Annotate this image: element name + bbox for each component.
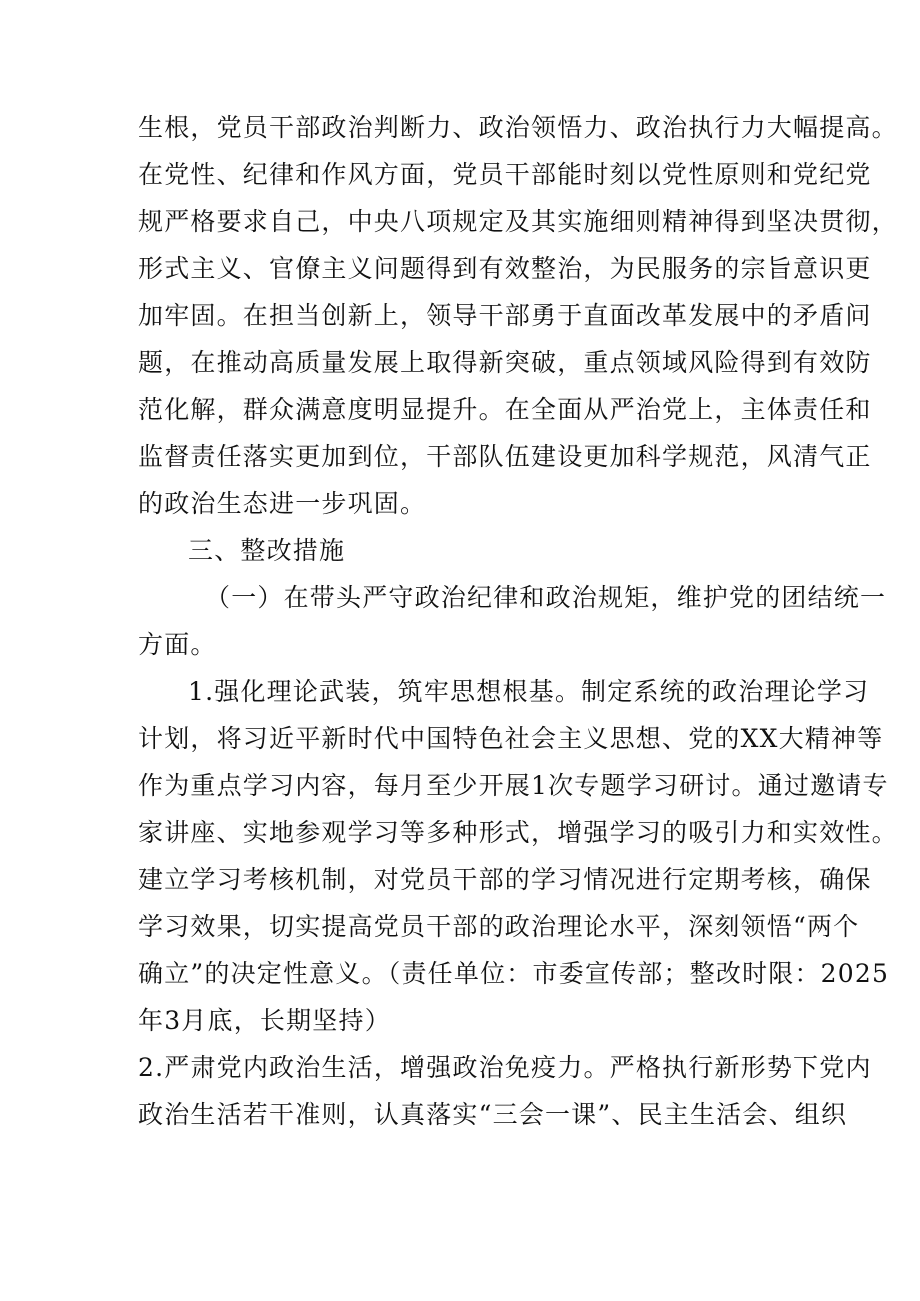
item-2-line: 政治生活若干准则，认真落实“三会一课”、民主生活会、组织 (138, 1100, 848, 1129)
paragraph-line: 监督责任落实更加到位，干部队伍建设更加科学规范，风清气正 (138, 442, 872, 471)
item-1-line: 年3月底，长期坚持） (138, 1006, 391, 1035)
item-2-line: 2.严肃党内政治生活，增强政治免疫力。严格执行新形势下党内 (138, 1053, 872, 1082)
paragraph-line: 在党性、纪律和作风方面，党员干部能时刻以党性原则和党纪党 (138, 160, 872, 189)
paragraph-line: 题，在推动高质量发展上取得新突破，重点领域风险得到有效防 (138, 348, 872, 377)
paragraph-line: 加牢固。在担当创新上，领导干部勇于直面改革发展中的矛盾问 (138, 301, 872, 330)
paragraph-line: 形式主义、官僚主义问题得到有效整治，为民服务的宗旨意识更 (138, 254, 872, 283)
paragraph-line: 生根，党员干部政治判断力、政治领悟力、政治执行力大幅提高。 (138, 113, 898, 142)
item-1-line: 作为重点学习内容，每月至少开展1次专题学习研讨。通过邀请专 (138, 771, 889, 800)
item-1-line: 学习效果，切实提高党员干部的政治理论水平，深刻领悟“两个 (138, 912, 860, 941)
subsection-heading: （一）在带头严守政治纪律和政治规矩，维护党的团结统一 (205, 583, 887, 612)
item-1-line: 1.强化理论武装，筑牢思想根基。制定系统的政治理论学习 (188, 677, 870, 706)
paragraph-line: 范化解，群众满意度明显提升。在全面从严治党上，主体责任和 (138, 395, 872, 424)
item-1-line: 计划，将习近平新时代中国特色社会主义思想、党的XX大精神等 (138, 724, 884, 753)
paragraph-line: 的政治生态进一步巩固。 (138, 489, 427, 518)
item-1-line: 建立学习考核机制，对党员干部的学习情况进行定期考核，确保 (138, 865, 872, 894)
paragraph-line: 规严格要求自己，中央八项规定及其实施细则精神得到坚决贯彻， (138, 207, 898, 236)
item-1-line: 确立”的决定性意义。（责任单位：市委宣传部；整改时限：2025 (138, 959, 890, 988)
subsection-heading-cont: 方面。 (138, 630, 217, 659)
section-heading: 三、整改措施 (188, 536, 346, 565)
item-1-line: 家讲座、实地参观学习等多种形式，增强学习的吸引力和实效性。 (138, 818, 898, 847)
